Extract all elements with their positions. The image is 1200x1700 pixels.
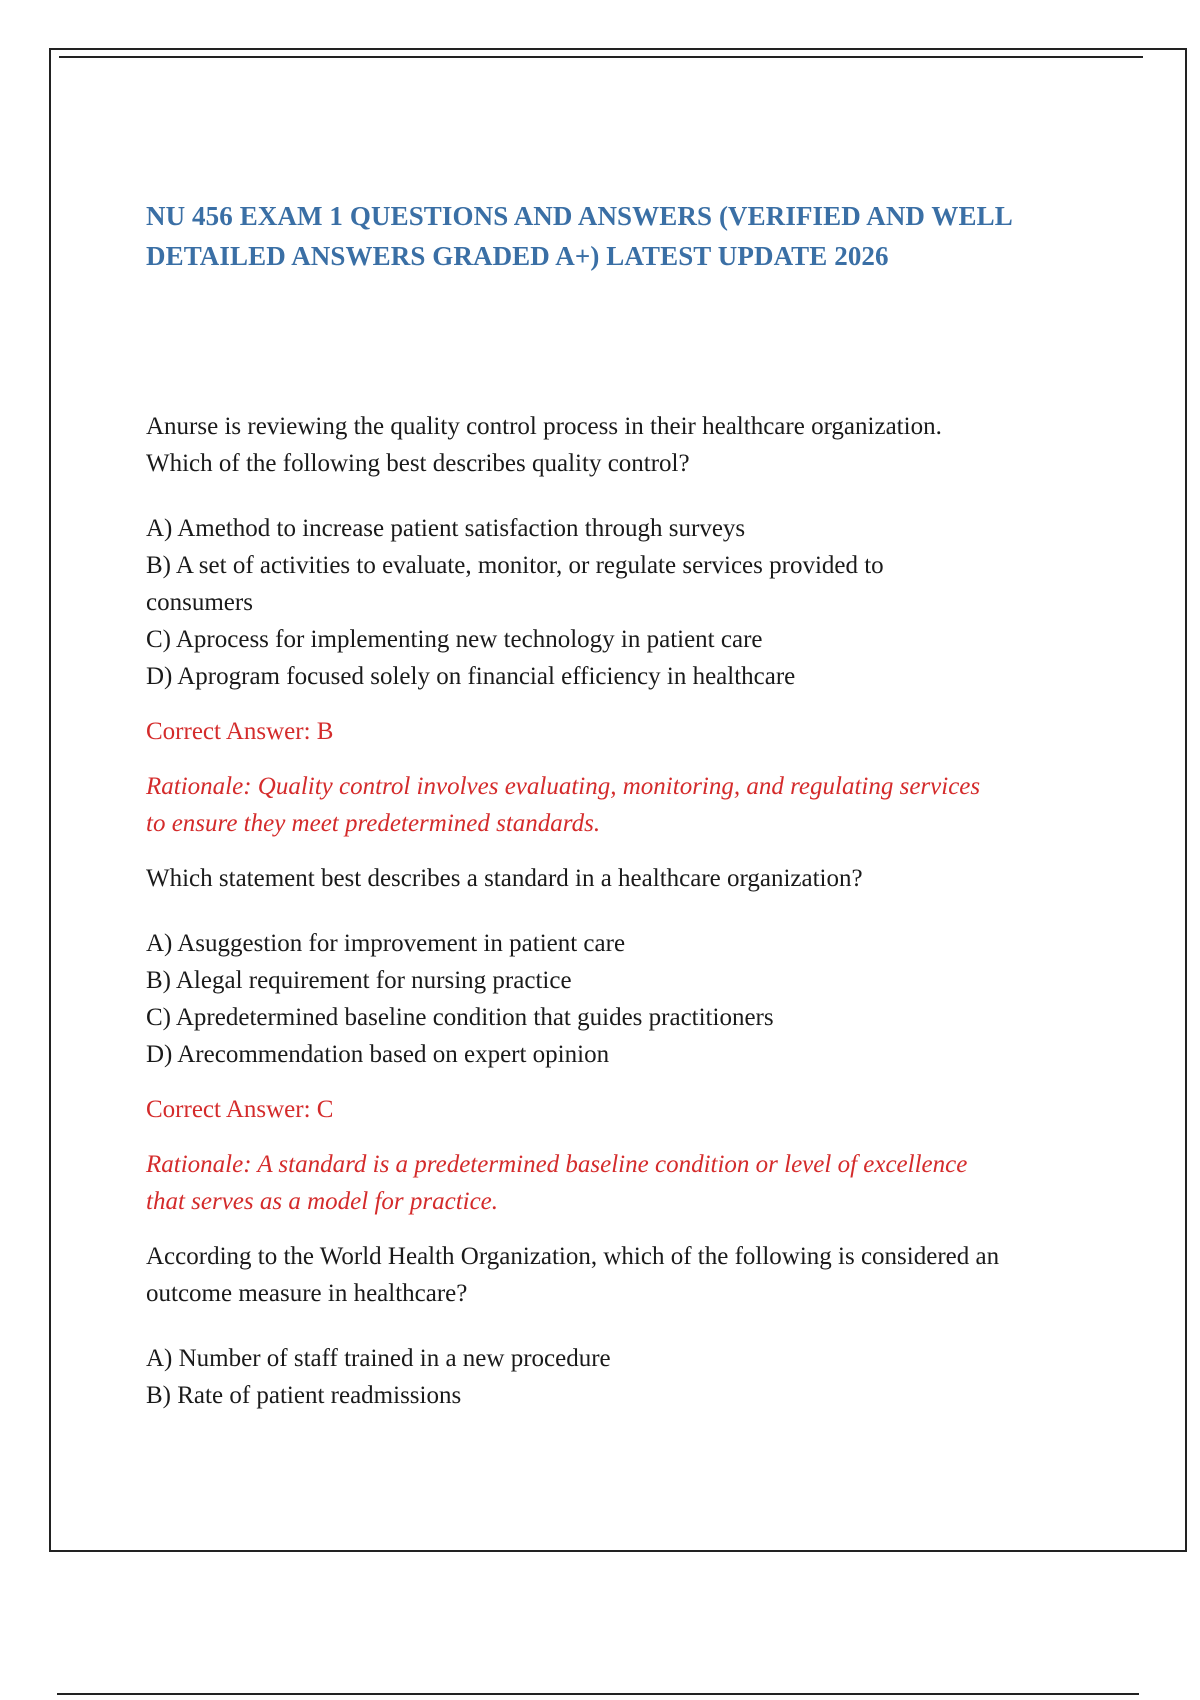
question-1-correct-answer: Correct Answer: B: [146, 718, 334, 745]
option-a: A) Asuggestion for improvement in patient care: [146, 930, 626, 957]
option-b-continued: consumers: [146, 589, 253, 616]
option-d: D) Aprogram focused solely on financial efficiency in healthcare: [146, 663, 796, 690]
option-b: B) A set of activities to evaluate, monitor, or regulate services provided to: [146, 552, 884, 579]
question-1-rationale-line-1: Rationale: Quality control involves evaluating, monitoring, and regulating services: [146, 773, 981, 800]
question-2: [146, 860, 1086, 1220]
question-2-rationale-line-1: Rationale: A standard is a predetermined baseline condition or level of excellence: [146, 1151, 968, 1178]
option-b: B) Rate of patient readmissions: [146, 1382, 462, 1409]
question-1-stem: [146, 408, 1086, 482]
question-2-stem-line-1: Which statement best describes a standard in a healthcare organization?: [146, 865, 863, 892]
option-a: A) Number of staff trained in a new procedure: [146, 1345, 611, 1372]
question-1-rationale-line-2: to ensure they meet predetermined standards.: [146, 810, 601, 837]
document-title: [146, 196, 1086, 276]
question-3-stem-line-2: outcome measure in healthcare?: [146, 1280, 468, 1307]
option-d: D) Arecommendation based on expert opinion: [146, 1041, 610, 1068]
question-1-stem-line-2: Which of the following best describes quality control?: [146, 450, 690, 477]
option-a: A) Amethod to increase patient satisfaction through surveys: [146, 515, 746, 542]
question-3-options: [146, 1340, 1086, 1414]
question-3-stem-line-1: According to the World Health Organization, which of the following is considered an: [146, 1243, 1000, 1270]
question-1: [146, 408, 1086, 842]
question-2-stem: [146, 860, 1086, 897]
question-3-stem: [146, 1238, 1086, 1312]
option-c: C) Aprocess for implementing new technology in patient care: [146, 626, 763, 653]
question-2-options: [146, 925, 1086, 1073]
bottom-rule: [57, 1693, 1139, 1695]
option-b: B) Alegal requirement for nursing practice: [146, 967, 572, 994]
question-1-rationale: [146, 768, 1086, 842]
top-rule: [59, 56, 1143, 58]
title-line-1: NU 456 EXAM 1 QUESTIONS AND ANSWERS (VERIFIED AND WELL: [146, 201, 1013, 231]
question-1-stem-line-1: Anurse is reviewing the quality control process in their healthcare organization.: [146, 413, 942, 440]
option-c: C) Apredetermined baseline condition that guides practitioners: [146, 1004, 774, 1031]
title-line-2: DETAILED ANSWERS GRADED A+) LATEST UPDATE 2026: [146, 241, 889, 271]
question-1-options: [146, 510, 1086, 695]
question-2-rationale: [146, 1146, 1086, 1220]
question-2-rationale-line-2: that serves as a model for practice.: [146, 1188, 499, 1215]
document-content: [146, 196, 1086, 1414]
question-2-correct-answer: Correct Answer: C: [146, 1096, 334, 1123]
question-3: [146, 1238, 1086, 1414]
